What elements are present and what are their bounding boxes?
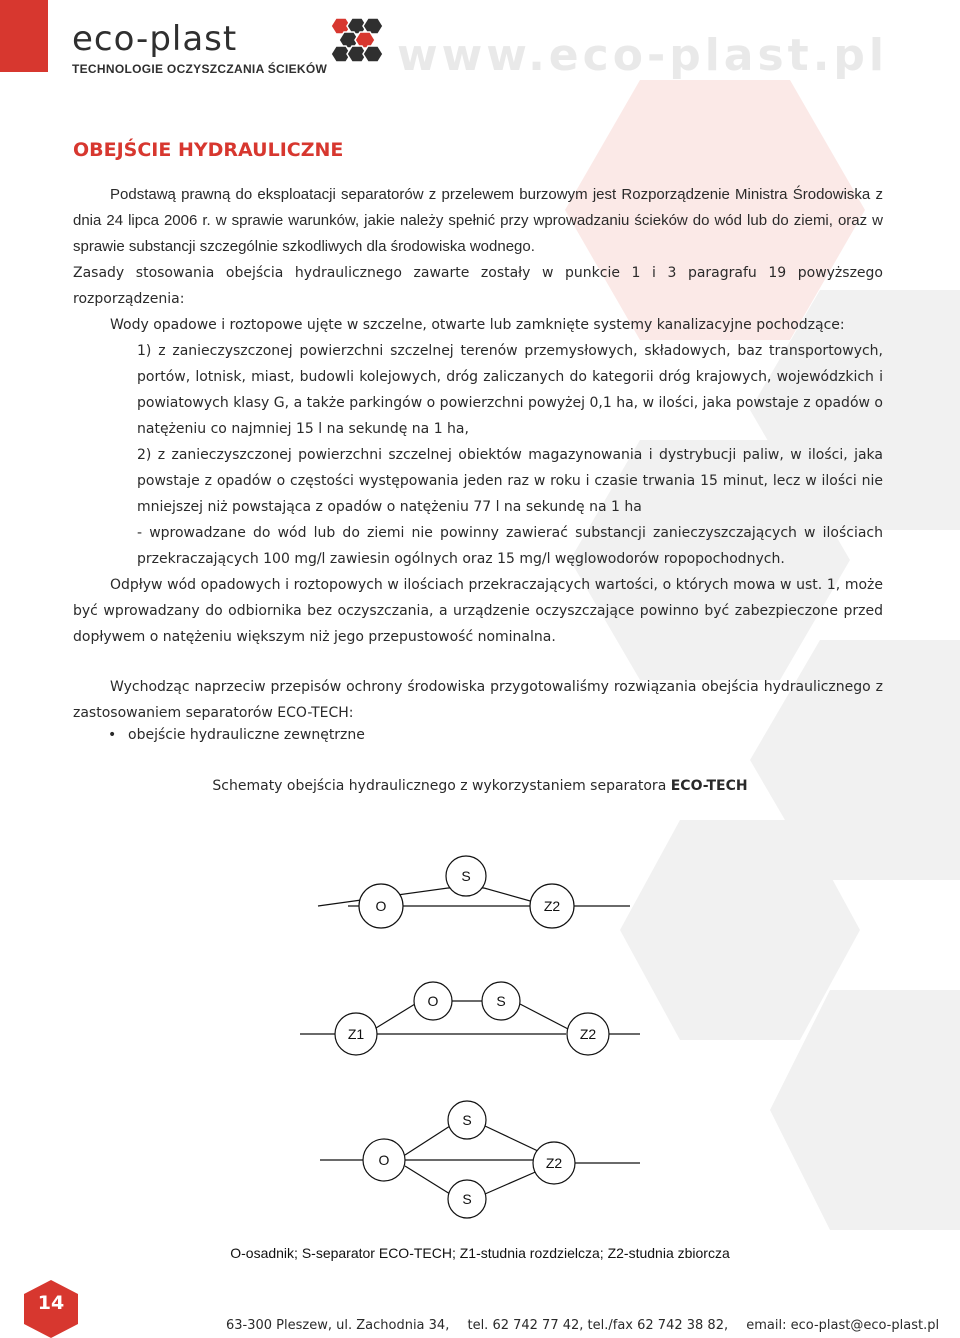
caption-bold: ECO-TECH	[670, 778, 748, 794]
page-title: OBEJŚCIE HYDRAULICZNE	[73, 139, 344, 161]
bullet-text: obejście hydrauliczne zewnętrzne	[128, 727, 365, 743]
paragraph-legal-basis: Podstawą prawną do eksploatacji separatorów z przelewem burzowym jest Rozporządzenie Ministra Środowiska z dnia 24 lipca 2006 r. w sprawie warunków, jakie należy spełnić przy wprowadzaniu ścieków do wód lub do ziemi, oraz w sprawie substancji szczególnie szkodliwych dla środowiska wodnego.	[73, 186, 883, 255]
footer-email: email: eco-plast@eco-plast.pl	[746, 1318, 940, 1333]
scheme2-z2: Z2	[579, 1026, 597, 1042]
scheme1-s: S	[461, 868, 471, 884]
scheme1-z2: Z2	[543, 898, 561, 914]
scheme3-o: O	[378, 1152, 390, 1168]
body-text-1	[73, 182, 883, 650]
website-watermark: www.eco-plast.pl	[396, 30, 888, 81]
scheme2-z1: Z1	[347, 1026, 365, 1042]
paragraph-outflow: Odpływ wód opadowych i roztopowych w ilościach przekraczających wartości, o których mowa w ust. 1, może być wprowadzany do odbiornika bez oczyszczania, a urządzenie oczyszczające powinno być zabezpieczone przed dopływem o natężeniu większym niż jego przepustowość nominalna.	[73, 577, 883, 645]
footer-phone: tel. 62 742 77 42, tel./fax 62 742 38 82,	[467, 1318, 729, 1333]
scheme2-o: O	[427, 993, 439, 1009]
footer-address: 63-300 Pleszew, ul. Zachodnia 34,	[226, 1318, 450, 1333]
paragraph-point-1: 1) z zanieczyszczonej powierzchni szczelnej terenów przemysłowych, składowych, baz transportowych, portów, lotnisk, miast, budowli kolejowych, dróg zaliczanych do kategorii dróg krajowych, wojewódzkich i powiatowych klasy G, a także parkingów o powierzchni powyżej 0,1 ha, w ilości, jaka powstaje z opadów o natężeniu co najmniej 15 l na sekundę na 1 ha,	[137, 343, 883, 437]
header-red-bar	[0, 0, 48, 72]
logo-name: eco-plast	[72, 19, 238, 59]
body-text-2	[73, 674, 883, 726]
scheme3-z2: Z2	[545, 1155, 563, 1171]
paragraph-solutions: Wychodząc naprzeciw przepisów ochrony środowiska przygotowaliśmy rozwiązania obejścia hydraulicznego z zastosowaniem separatorów ECO-TECH:	[73, 679, 883, 721]
scheme1-o: O	[375, 898, 387, 914]
page-number: 14	[37, 1292, 65, 1314]
hexagon-logo-icon	[326, 16, 386, 66]
diagram-caption	[0, 778, 960, 794]
company-logo	[72, 19, 328, 76]
scheme3-s-bottom: S	[462, 1191, 472, 1207]
scheme-1	[318, 856, 630, 928]
bullet-item	[108, 727, 365, 743]
scheme3-s-top: S	[462, 1112, 472, 1128]
bullet-icon: •	[108, 727, 117, 743]
scheme-3	[320, 1101, 640, 1218]
footer-contact	[226, 1318, 953, 1333]
diagram-legend: O-osadnik; S-separator ECO-TECH; Z1-studnia rozdzielcza; Z2-studnia zbiorcza	[230, 1245, 730, 1261]
paragraph-point-2: 2) z zanieczyszczonej powierzchni szczelnej obiektów magazynowania i dystrybucji paliw, w ilości, jaka powstaje z opadów o częstości występowania jeden raz w roku i czasie trwania 15 minut, lecz w ilości nie mniejszej niż powstająca z opadów o natężeniu 77 l na sekundę na 1 ha	[137, 447, 883, 515]
bypass-schemes-diagram	[0, 840, 960, 1240]
paragraph-waters: Wody opadowe i roztopowe ujęte w szczelne, otwarte lub zamknięte systemy kanalizacyjne pochodzące:	[110, 317, 845, 333]
scheme2-s: S	[496, 993, 506, 1009]
caption-text: Schematy obejścia hydraulicznego z wykorzystaniem separatora	[212, 778, 671, 794]
scheme-2	[300, 982, 640, 1055]
paragraph-limits: - wprowadzane do wód lub do ziemi nie powinny zawierać substancji zanieczyszczających w ilościach przekraczających 100 mg/l zawiesin ogólnych oraz 15 mg/l węglowodorów ropopochodnych.	[137, 525, 883, 567]
logo-subtitle: TECHNOLOGIE OCZYSZCZANIA ŚCIEKÓW	[72, 62, 328, 76]
paragraph-rules: Zasady stosowania obejścia hydraulicznego zawarte zostały w punkcie 1 i 3 paragrafu 19 powyższego rozporządzenia:	[73, 265, 883, 307]
